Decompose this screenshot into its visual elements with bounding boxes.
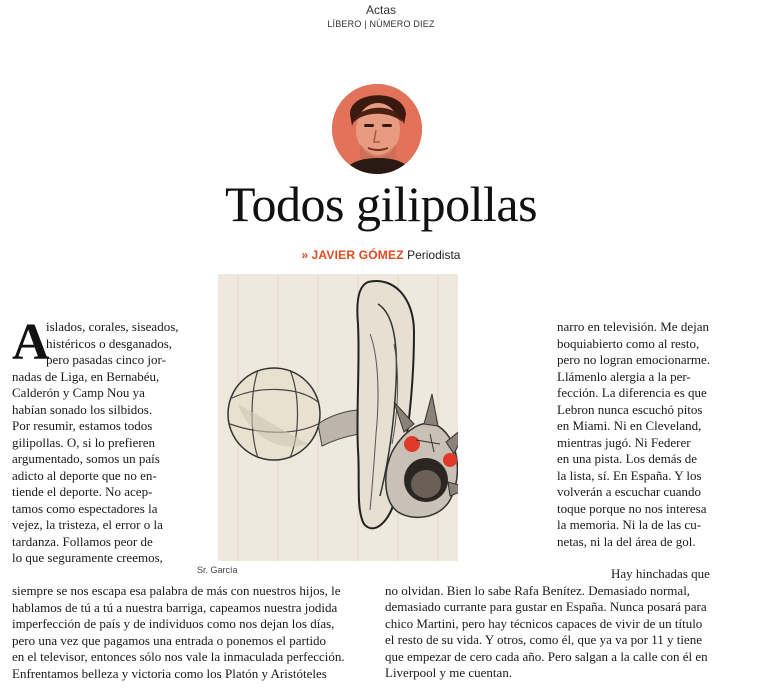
text-line: Calderón y Camp Nou ya — [12, 385, 145, 400]
page-header — [0, 3, 762, 30]
text-line: narro en televisión. Me dejan — [557, 319, 709, 334]
article-title: Todos gilipollas — [224, 176, 538, 232]
text-line: pero una vez que pagamos una entrada o ponemos el partido — [12, 632, 327, 648]
text-line: en Miami. Ni en Cleveland, — [557, 418, 702, 433]
text-line: volverán a escuchar cuando — [557, 484, 702, 499]
text-line: chico Martini, pero hay técnicos capaces de vivir de un título — [385, 615, 703, 631]
text-line: Por resumir, estamos todos — [12, 418, 153, 433]
text-line: tiende el deporte. No acep- — [12, 484, 153, 499]
author-role: Periodista — [407, 248, 461, 262]
article-illustration — [218, 274, 458, 561]
text-line: mientras jugó. Ni Federer — [557, 434, 691, 450]
text-line: Lebron nunca escuchó pitos — [557, 401, 703, 417]
collage-illustration — [218, 274, 458, 561]
text-line: que empezar de cero cada año. Pero salgan a la calle con él en — [385, 648, 708, 664]
text-line: boquiabierto como al resto, — [557, 335, 700, 351]
text-line: habían sonado los silbidos. — [12, 401, 153, 417]
text-line: netas, ni la del área de gol. — [557, 533, 696, 549]
issue-label: LÍBERO | NÚMERO DIEZ — [327, 19, 435, 29]
text-line: adicto al deporte que no en- — [12, 467, 157, 483]
text-line: siempre se nos escapa esa palabra de más con nuestros hijos, le — [12, 583, 341, 598]
illustration-credit: Sr. García — [197, 565, 238, 575]
text-line: fección. La diferencia es que — [557, 385, 707, 400]
text-line: imperfección de país y de individuos como nos dejan los días, — [12, 616, 335, 631]
byline — [0, 247, 762, 263]
left-column — [12, 314, 197, 567]
text-line: la memoria. Ni la de las cu- — [557, 517, 702, 532]
text-line: en el televisor, entonces sólo nos vale la inmaculada perfección. — [12, 649, 345, 664]
text-line: toque porque no nos interesa — [557, 500, 707, 516]
text-line: en una pista. Los demás de — [557, 451, 698, 466]
text-line: Hay hinchadas que — [611, 566, 710, 581]
text-line: histéricos o desganados, — [46, 335, 173, 351]
author-portrait — [332, 84, 422, 174]
text-line: el resto de su vida. Y otros, como él, que ya va por 11 y tiene — [385, 632, 702, 647]
author-name: JAVIER GÓMEZ — [311, 248, 404, 262]
right-column — [557, 319, 752, 550]
text-line: argumentado, somos un país — [12, 451, 160, 466]
byline-marker: » — [301, 248, 309, 262]
text-line: Llámenlo alergia a la per- — [557, 368, 691, 384]
text-line: Enfrentamos belleza y victoria como los Platón y Aristóteles — [12, 665, 327, 681]
text-line: lo que seguramente creemos, — [12, 550, 163, 565]
text-line: no olvidan. Bien lo sabe Rafa Benítez. Demasiado normal, — [385, 582, 691, 598]
text-line: tamos como espectadores la — [12, 500, 158, 516]
bottom-left-text — [12, 583, 372, 682]
text-line: pero no logran emocionarme. — [557, 352, 711, 367]
text-line: pero pasadas cinco jor- — [46, 352, 166, 367]
portrait-illustration — [332, 84, 422, 174]
text-line: islados, corales, siseados, — [46, 319, 179, 334]
drop-cap: A — [12, 314, 50, 371]
text-line: demasiado currante para gustar en España. Nunca posará para — [385, 599, 707, 614]
text-line: hablamos de tú a tú a nuestra barriga, capeamos nuestra jodida — [12, 599, 338, 615]
section-name: Actas — [365, 3, 396, 17]
text-line: nadas de Liga, en Bernabéu, — [12, 368, 160, 384]
text-line: gilipollas. O, si lo prefieren — [12, 434, 155, 450]
text-line: Liverpool y me cuentan. — [385, 665, 513, 680]
text-line: tardanza. Follamos peor de — [12, 533, 153, 549]
text-line: la lista, sí. En España. Y los — [557, 467, 702, 483]
text-line: vejez, la tristeza, el error o la — [12, 517, 163, 532]
bottom-right-text — [385, 566, 755, 682]
